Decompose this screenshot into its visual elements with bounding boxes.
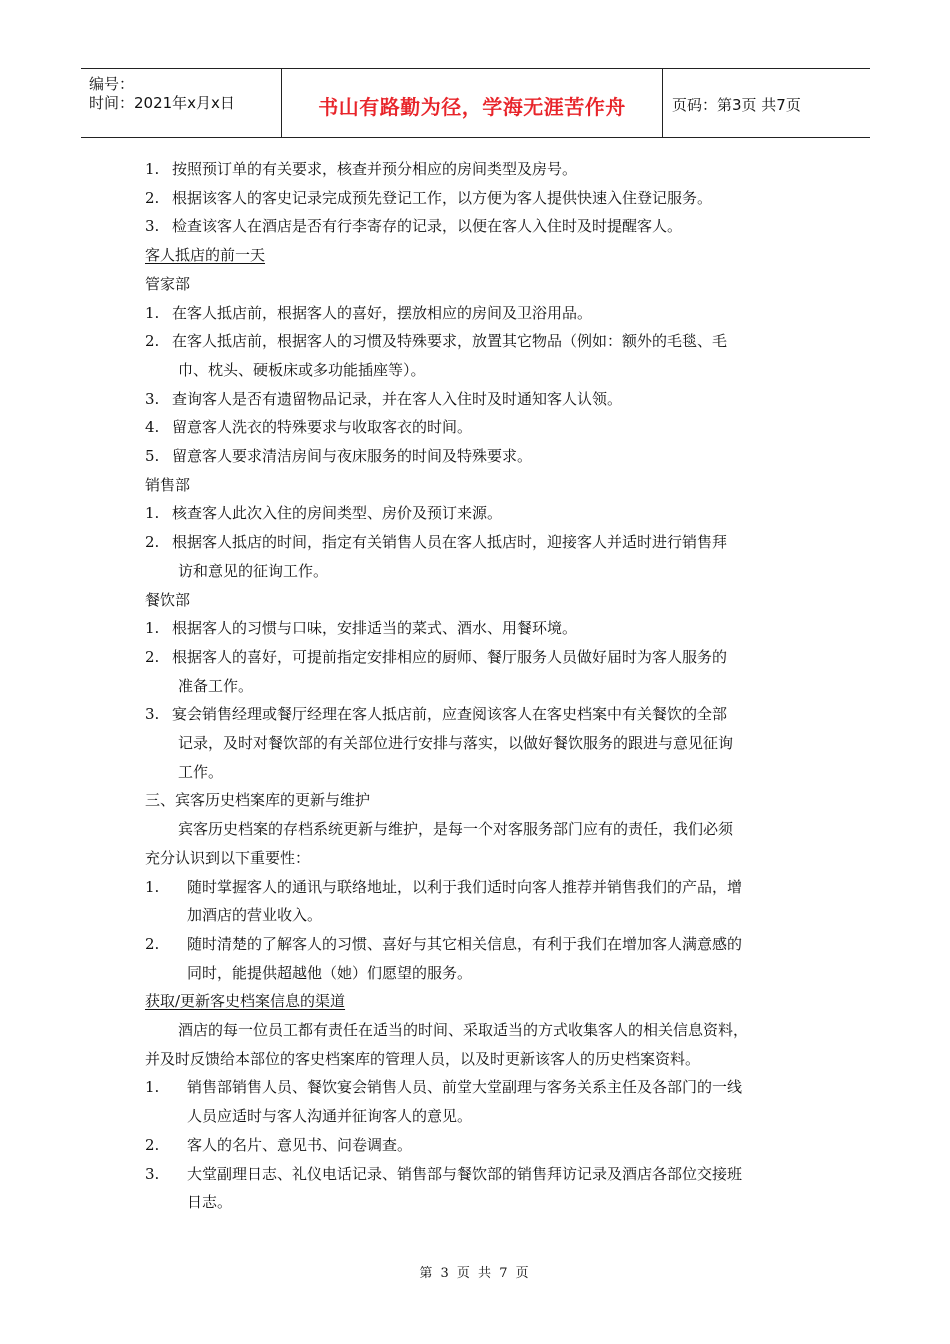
sales-item-text: 访和意见的征询工作。 [178, 561, 329, 580]
fnb-item-number: 1. [145, 619, 160, 638]
channel-item-text: 销售部销售人员、餐饮宴会销售人员、前堂大堂副理与客务关系主任及各部门的一线 [187, 1078, 743, 1097]
channel-item-text: 日志。 [187, 1193, 233, 1212]
importance-item-number: 2. [145, 934, 160, 953]
fnb-item-text: 记录，及时对餐饮部的有关部位进行安排与落实，以做好餐饮服务的跟进与意见征询 [178, 734, 734, 752]
department-heading-housekeeping: 管家部 [145, 274, 191, 293]
housekeeping-item-number: 2. [145, 332, 160, 351]
document-date-label: 时间：2021年x月x日 [89, 94, 235, 112]
sales-item-text: 核查客人此次入住的房间类型、房价及预订来源。 [172, 504, 503, 523]
section3-intro-text: 充分认识到以下重要性： [145, 848, 311, 867]
document-code-label: 编号： [89, 75, 135, 93]
channel-item-number: 2. [145, 1135, 160, 1154]
section-heading-channels: 获取/更新客史档案信息的渠道 [145, 992, 346, 1011]
section-heading-archive-maintenance: 三、宾客历史档案库的更新与维护 [145, 791, 371, 810]
importance-item-text: 加酒店的营业收入。 [187, 906, 323, 925]
importance-item-number: 1. [145, 877, 160, 896]
channel-item-text: 大堂副理日志、礼仪电话记录、销售部与餐饮部的销售拜访记录及酒店各部位交接班 [187, 1164, 743, 1183]
header-motto-cell [281, 69, 663, 137]
housekeeping-item-number: 1. [145, 303, 160, 322]
channel-item-text: 客人的名片、意见书、问卷调查。 [187, 1135, 413, 1154]
sales-item-text: 根据客人抵店的时间，指定有关销售人员在客人抵店时，迎接客人并适时进行销售拜 [172, 533, 728, 552]
fnb-item-text: 准备工作。 [178, 676, 254, 695]
channels-intro-text: 并及时反馈给本部位的客史档案库的管理人员，以及时更新该客人的历史档案资料。 [145, 1049, 701, 1068]
fnb-item-number: 2. [145, 647, 160, 666]
fnb-item-text: 根据客人的喜好，可提前指定安排相应的厨师、餐厅服务人员做好届时为客人服务的 [172, 647, 728, 666]
header-page-cell [662, 69, 870, 137]
fnb-item-text: 宴会销售经理或餐厅经理在客人抵店前，应查阅该客人在客史档案中有关餐饮的全部 [172, 705, 728, 724]
importance-item-text: 随时清楚的了解客人的习惯、喜好与其它相关信息，有利于我们在增加客人满意感的 [187, 934, 743, 953]
housekeeping-item-text: 在客人抵店前，根据客人的喜好，摆放相应的房间及卫浴用品。 [172, 303, 593, 322]
section3-intro-text: 宾客历史档案的存档系统更新与维护，是每一个对客服务部门应有的责任，我们必须 [178, 820, 734, 839]
housekeeping-item-number: 3. [145, 389, 160, 408]
housekeeping-item-text: 查询客人是否有遗留物品记录，并在客人入住时及时通知客人认领。 [172, 389, 623, 408]
department-heading-fnb: 餐饮部 [145, 590, 191, 609]
header-meta [81, 69, 281, 137]
housekeeping-item-text: 巾、枕头、硬板床或多功能插座等）。 [178, 360, 426, 379]
prep-list-item-text: 检查该客人在酒店是否有行李寄存的记录，以便在客人入住时及时提醒客人。 [172, 217, 683, 236]
page-footer: 第 3 页 共 7 页 [419, 1266, 531, 1281]
channel-item-text: 人员应适时与客人沟通并征询客人的意见。 [187, 1107, 473, 1126]
prep-list-item-text: 按照预订单的有关要求，核查并预分相应的房间类型及房号。 [172, 160, 578, 178]
prep-list-item-text: 根据该客人的客史记录完成预先登记工作，以方便为客人提供快速入住登记服务。 [172, 188, 713, 207]
sales-item-number: 2. [145, 533, 160, 552]
housekeeping-item-number: 4. [145, 418, 160, 437]
importance-item-text: 随时掌握客人的通讯与联络地址，以利于我们适时向客人推荐并销售我们的产品，增 [187, 877, 743, 896]
importance-item-text: 同时，能提供超越他（她）们愿望的服务。 [187, 963, 473, 982]
department-heading-sales: 销售部 [145, 475, 191, 494]
channel-item-number: 3. [145, 1164, 160, 1183]
sales-item-number: 1. [145, 504, 160, 523]
header-motto: 书山有路勤为径，学海无涯苦作舟 [318, 95, 626, 119]
prep-list-item-number: 1. [145, 160, 160, 178]
housekeeping-item-text: 留意客人洗衣的特殊要求与收取客衣的时间。 [172, 418, 473, 437]
prep-list-item-number: 2. [145, 188, 160, 207]
fnb-item-text: 工作。 [178, 762, 224, 781]
fnb-item-text: 根据客人的习惯与口味，安排适当的菜式、酒水、用餐环境。 [172, 619, 578, 638]
housekeeping-item-text: 留意客人要求清洁房间与夜床服务的时间及特殊要求。 [172, 447, 533, 465]
section-heading-prev-day: 客人抵店的前一天 [145, 246, 266, 265]
prep-list-item-number: 3. [145, 217, 160, 236]
housekeeping-item-number: 5. [145, 447, 160, 465]
channels-intro-text: 酒店的每一位员工都有责任在适当的时间、采取适当的方式收集客人的相关信息资料， [178, 1021, 749, 1039]
housekeeping-item-text: 在客人抵店前，根据客人的习惯及特殊要求，放置其它物品（例如：额外的毛毯、毛 [172, 332, 728, 351]
header-page-number: 页码：第3页 共7页 [672, 96, 801, 114]
fnb-item-number: 3. [145, 705, 160, 724]
channel-item-number: 1. [145, 1078, 160, 1097]
page-header [81, 68, 870, 138]
